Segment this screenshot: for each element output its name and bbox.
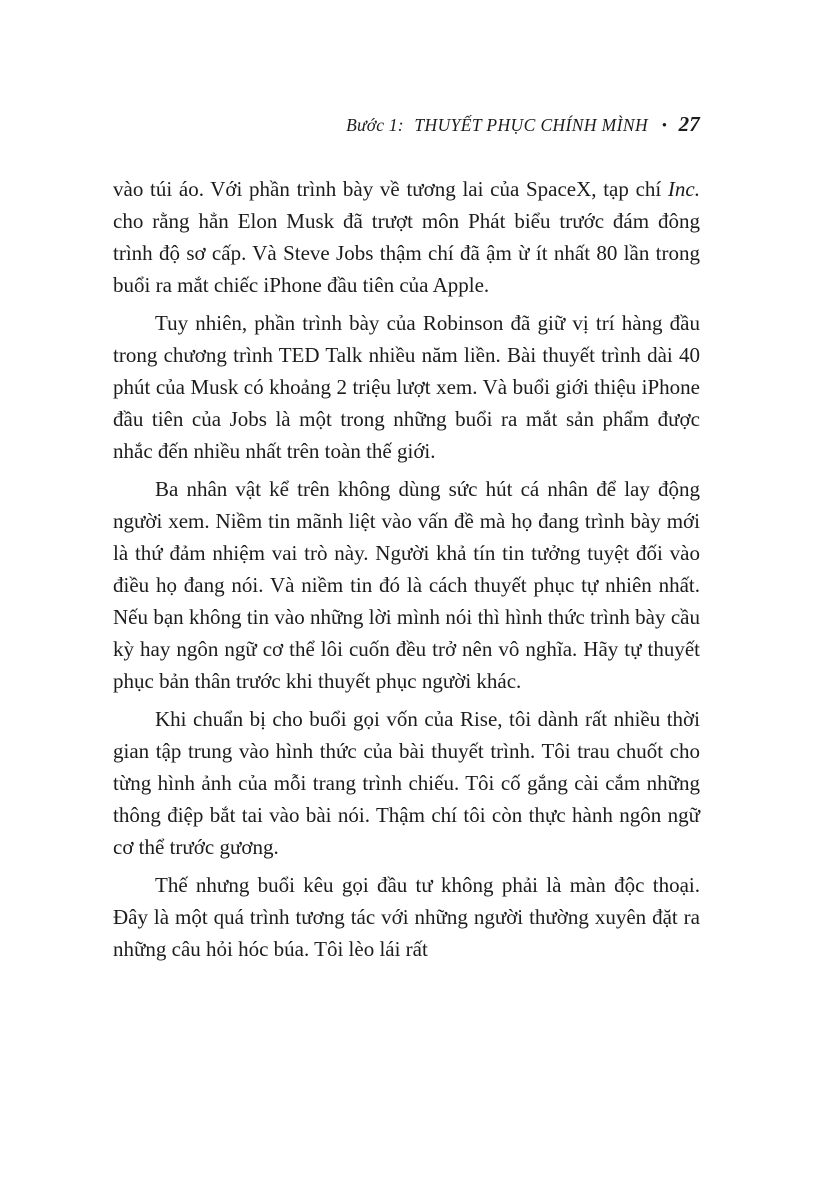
- page-header: [113, 112, 700, 137]
- header-separator: •: [661, 118, 668, 134]
- italic-text-run: Inc.: [667, 177, 700, 201]
- paragraph: [113, 307, 700, 467]
- text-run: Tuy nhiên, phần trình bày của Robinson đã giữ vị trí hàng đầu trong chương trình TED Talk nhiều năm liền. Bài thuyết trình dài 40 phút của Musk có khoảng 2 triệu lượt xem. Và buổi giới thiệu iPhone đầu tiên của Jobs là một trong những buổi ra mắt sản phẩm được nhắc đến nhiều nhất trên toàn thế giới.: [113, 311, 700, 463]
- paragraph: [113, 703, 700, 863]
- page-number: 27: [678, 112, 700, 136]
- paragraph: [113, 473, 700, 697]
- text-run: cho rằng hẳn Elon Musk đã trượt môn Phát biểu trước đám đông trình độ sơ cấp. Và Steve Jobs thậm chí đã ậm ừ ít nhất 80 lần trong buổi ra mắt chiếc iPhone đầu tiên của Apple.: [113, 209, 700, 297]
- chapter-label: Bước 1:: [346, 115, 404, 135]
- text-run: Ba nhân vật kể trên không dùng sức hút cá nhân để lay động người xem. Niềm tin mãnh liệt vào vấn đề mà họ đang trình bày mới là thứ đảm nhiệm vai trò này. Người khả tín tin tưởng tuyệt đối vào điều họ đang nói. Và niềm tin đó là cách thuyết phục tự nhiên nhất. Nếu bạn không tin vào những lời mình nói thì hình thức trình bày cầu kỳ hay ngôn ngữ cơ thể lôi cuốn đều trở nên vô nghĩa. Hãy tự thuyết phục bản thân trước khi thuyết phục người khác.: [113, 477, 700, 693]
- text-run: Thế nhưng buổi kêu gọi đầu tư không phải là màn độc thoại. Đây là một quá trình tương tác với những người thường xuyên đặt ra những câu hỏi hóc búa. Tôi lèo lái rất: [113, 873, 700, 961]
- text-run: vào túi áo. Với phần trình bày về tương lai của SpaceX, tạp chí: [113, 177, 668, 201]
- paragraph: [113, 173, 700, 301]
- body-text: [113, 173, 700, 965]
- paragraph: [113, 869, 700, 965]
- text-run: Khi chuẩn bị cho buổi gọi vốn của Rise, tôi dành rất nhiều thời gian tập trung vào hình thức của bài thuyết trình. Tôi trau chuốt cho từng hình ảnh của mỗi trang trình chiếu. Tôi cố gắng cài cắm những thông điệp bắt tai vào bài nói. Thậm chí tôi còn thực hành ngôn ngữ cơ thể trước gương.: [113, 707, 700, 859]
- chapter-title: THUYẾT PHỤC CHÍNH MÌNH: [414, 115, 648, 135]
